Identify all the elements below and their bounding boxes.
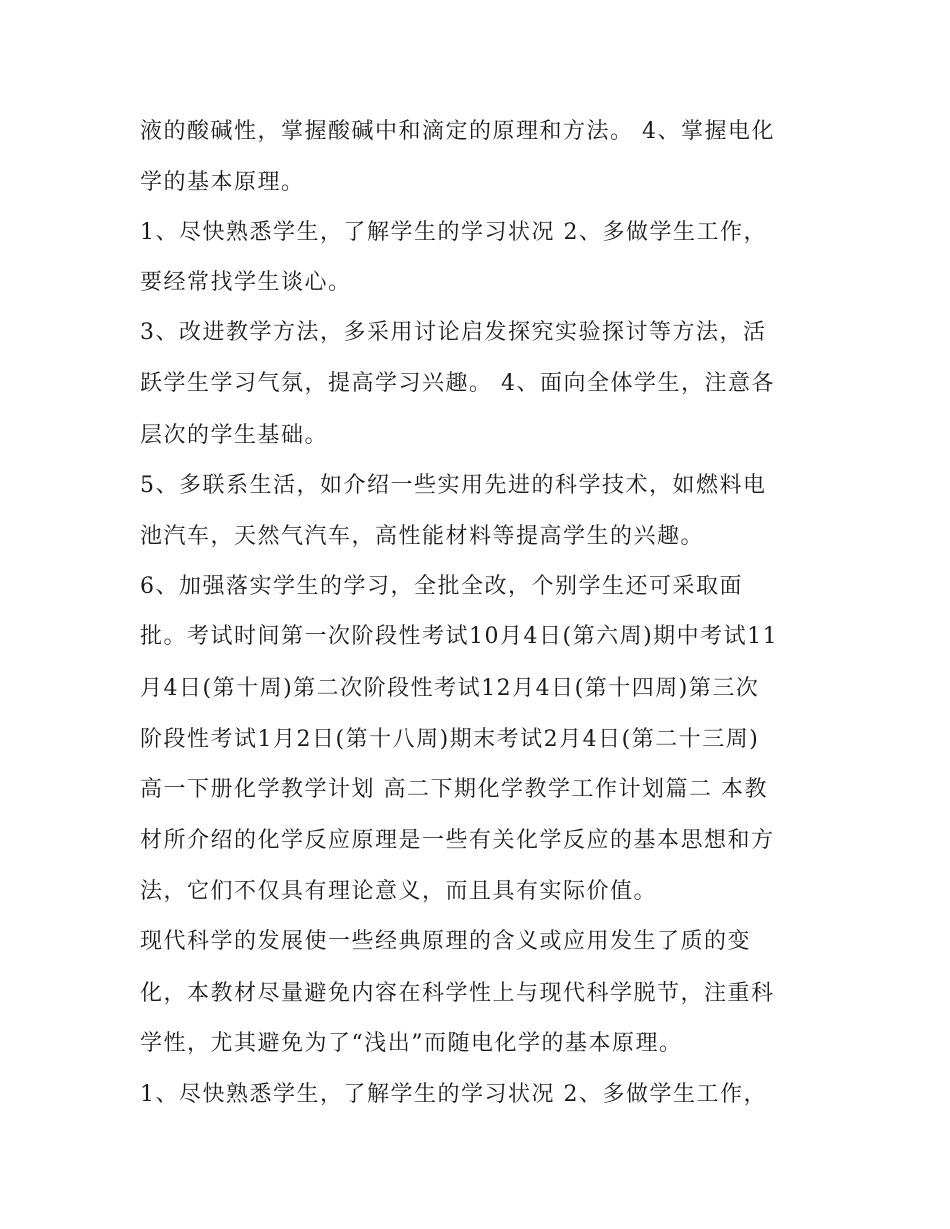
text-line: 层次的学生基础。 [140,423,329,448]
text-line: 学的基本原理。 [140,170,305,195]
text-line: 阶段性考试1月2日(第十八周)期末考试2月4日(第二十三周) [140,727,760,752]
text-line: 1、尽快熟悉学生，了解学生的学习状况 2、多做学生工作， [140,220,767,245]
text-line: 学性，尤其避免为了“浅出”而随电化学的基本原理。 [140,1031,683,1056]
text-line: 材所介绍的化学反应原理是一些有关化学反应的基本思想和方 [140,828,775,853]
text-line: 1、尽快熟悉学生，了解学生的学习状况 2、多做学生工作， [140,1082,767,1107]
text-line: 批。考试时间第一次阶段性考试10月4日(第六周)期中考试11 [140,624,779,649]
text-line: 跃学生学习气氛，提高学习兴趣。 4、面向全体学生，注意各 [140,371,775,396]
text-line: 5、多联系生活，如介绍一些实用先进的科学技术，如燃料电 [140,473,767,498]
text-line: 要经常找学生谈心。 [140,270,352,295]
text-line: 现代科学的发展使一些经典原理的含义或应用发生了质的变 [140,929,752,954]
text-line: 液的酸碱性，掌握酸碱中和滴定的原理和方法。 4、掌握电化 [140,119,775,144]
text-line: 高一下册化学教学计划 高二下期化学教学工作计划篇二 本教 [140,777,768,802]
text-line: 月4日(第十周)第二次阶段性考试12月4日(第十四周)第三次 [140,676,760,701]
text-line: 法，它们不仅具有理论意义，而且具有实际价值。 [140,879,658,904]
text-line: 3、改进教学方法，多采用讨论启发探究实验探讨等方法，活 [140,320,767,345]
text-line: 化，本教材尽量避免内容在科学性上与现代科学脱节，注重科 [140,981,775,1006]
text-line: 6、加强落实学生的学习，全批全改，个别学生还可采取面 [140,574,743,599]
text-line: 池汽车，天然气汽车，高性能材料等提高学生的兴趣。 [140,524,705,549]
